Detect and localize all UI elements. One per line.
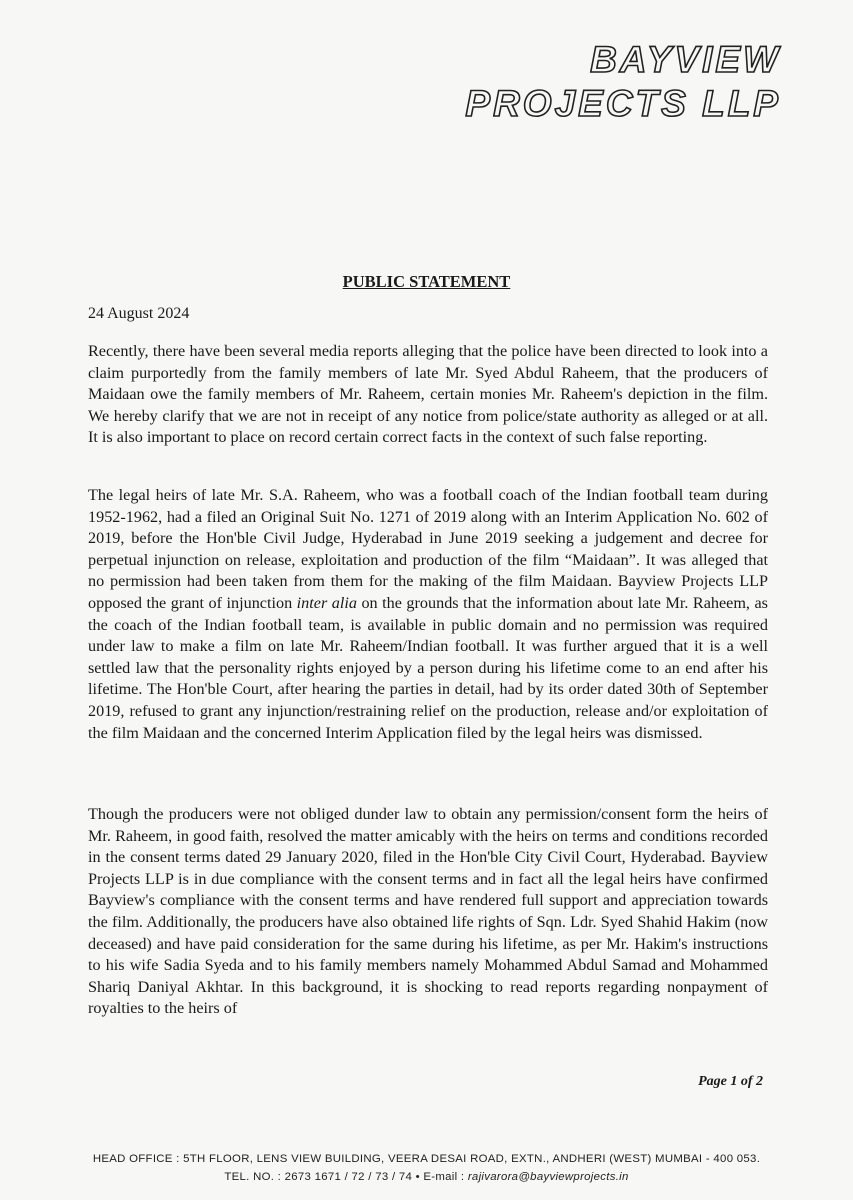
footer-email: rajivarora@bayviewprojects.in: [467, 1171, 629, 1183]
paragraph-2-text-b: on the grounds that the information about late Mr. Raheem, as the coach of the Indian football team, is available in public domain and no permission was required under law to make a film on late Mr. Raheem/Indian football. It was further argued that it is a well settled law that the personality rights enjoyed by a person during his lifetime come to an end after his lifetime. The Hon'ble Court, after hearing the parties in detail, had by its order dated 30th of September 2019, refused to grant any injunction/restraining relief on the production, release and/or exploitation of the film Maidaan and the concerned Interim Application filed by the legal heirs was dismissed.: [88, 593, 768, 742]
paragraph-2: [88, 485, 768, 744]
paragraph-2-emphasis: inter alia: [296, 593, 357, 612]
paragraph-3: Though the producers were not obliged dunder law to obtain any permission/consent form the heirs of Mr. Raheem, in good faith, resolved the matter amicably with the heirs on terms and conditions recorded in the consent terms dated 29 January 2020, filed in the Hon'ble City Civil Court, Hyderabad. Bayview Projects LLP is in due compliance with the consent terms and in fact all the legal heirs have confirmed Bayview's compliance with the consent terms and have rendered full support and appreciation towards the film. Additionally, the producers have also obtained life rights of Sqn. Ldr. Syed Shahid Hakim (now deceased) and have paid consideration for the same during his lifetime, as per Mr. Hakim's instructions to his wife Sadia Syeda and to his family members namely Mohammed Abdul Samad and Mohammed Shariq Daniyal Akhtar. In this background, it is shocking to read reports regarding nonpayment of royalties to the heirs of: [88, 805, 768, 1018]
logo-line-2: PROJECTS LLP: [465, 83, 781, 124]
company-logo: [451, 38, 781, 126]
footer-telephone: TEL. NO. : 2673 1671 / 72 / 73 / 74 • E-mail :: [224, 1171, 468, 1183]
statement-date: 24 August 2024: [88, 305, 190, 322]
footer-contact: [0, 1168, 853, 1186]
page-title: PUBLIC STATEMENT: [342, 272, 511, 291]
footer-address: HEAD OFFICE : 5TH FLOOR, LENS VIEW BUILDING, VEERA DESAI ROAD, EXTN., ANDHERI (WEST) MUMBAI - 400 053.: [92, 1153, 761, 1165]
letterhead-footer: [0, 1150, 853, 1186]
page-number: Page 1 of 2: [698, 1074, 763, 1089]
paragraph-2-text-a: The legal heirs of late Mr. S.A. Raheem, who was a football coach of the Indian football team during 1952-1962, had a filed an Original Suit No. 1271 of 2019 along with an Interim Application No. 602 of 2019, before the Hon'ble Civil Judge, Hyderabad in June 2019 seeking a judgement and decree for perpetual injunction on release, exploitation and production of the film “Maidaan”. It was alleged that no permission had been taken from them for the making of the film Maidaan. Bayview Projects LLP opposed the grant of injunction: [88, 486, 768, 612]
paragraph-1: Recently, there have been several media reports alleging that the police have been directed to look into a claim purportedly from the family members of late Mr. Syed Abdul Raheem, that the producers of Maidaan owe the family members of Mr. Raheem, certain monies Mr. Raheem's depiction in the film. We hereby clarify that we are not in receipt of any notice from police/state authority as alleged or at all. It is also important to place on record certain correct facts in the context of such false reporting.: [88, 342, 768, 447]
logo-line-1: BAYVIEW: [590, 39, 781, 80]
